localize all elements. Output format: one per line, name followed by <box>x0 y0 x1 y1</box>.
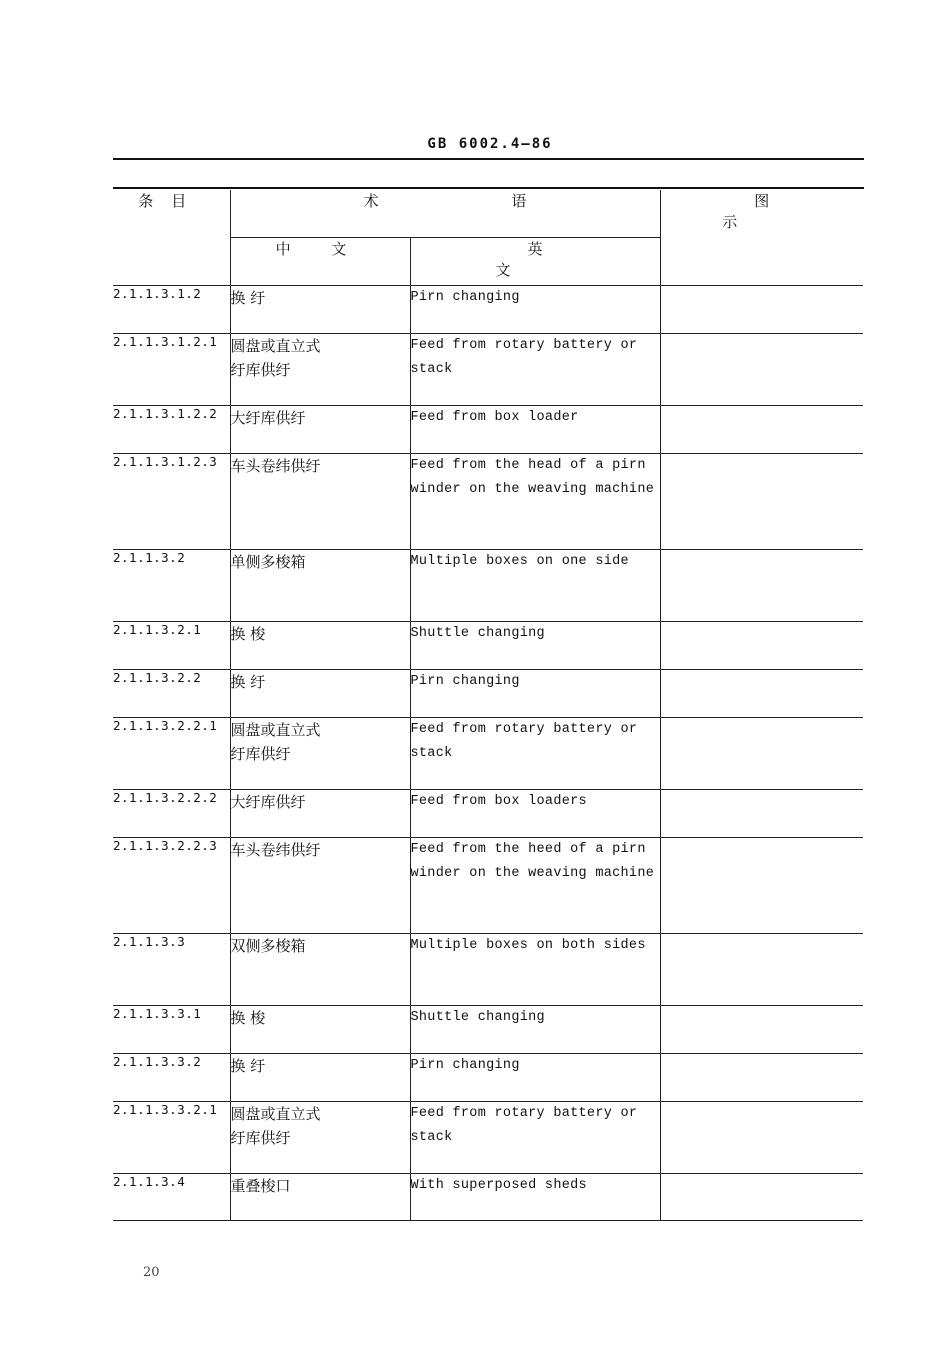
illustration-cell <box>660 334 863 406</box>
clause-number: 2.1.1.3.4 <box>113 1174 230 1221</box>
term-chinese-line: 圆盘或直立式 <box>230 337 321 355</box>
terms-table-body <box>113 286 863 1221</box>
header-rule <box>113 158 864 160</box>
table-row <box>113 790 863 838</box>
term-chinese-line: 双侧多梭箱 <box>230 937 306 955</box>
table-row <box>113 670 863 718</box>
table-row <box>113 1006 863 1054</box>
term-chinese-line: 大纡库供纡 <box>230 793 306 811</box>
term-chinese <box>230 622 410 670</box>
term-chinese <box>230 406 410 454</box>
term-english: Multiple boxes on both sides <box>410 934 660 1006</box>
term-chinese-line: 圆盘或直立式 <box>230 721 321 739</box>
term-english: Feed from rotary battery or stack <box>410 334 660 406</box>
term-chinese-line: 换 纡 <box>230 289 266 307</box>
illustration-cell <box>660 286 863 334</box>
clause-number: 2.1.1.3.2.2.2 <box>113 790 230 838</box>
illustration-cell <box>660 406 863 454</box>
illustration-cell <box>660 1054 863 1102</box>
header-term: 术 语 <box>230 190 660 238</box>
illustration-cell <box>660 838 863 934</box>
term-english: With superposed sheds <box>410 1174 660 1221</box>
term-chinese <box>230 1174 410 1221</box>
table-row <box>113 934 863 1006</box>
term-chinese <box>230 670 410 718</box>
term-chinese-line: 换 纡 <box>230 1057 266 1075</box>
term-chinese-line: 换 梭 <box>230 1009 266 1027</box>
clause-number: 2.1.1.3.2.2.1 <box>113 718 230 790</box>
illustration-cell <box>660 1006 863 1054</box>
clause-number: 2.1.1.3.1.2.3 <box>113 454 230 550</box>
term-chinese <box>230 838 410 934</box>
table-row <box>113 550 863 622</box>
standard-code: GB 6002.4—86 <box>427 136 553 152</box>
term-english: Pirn changing <box>410 286 660 334</box>
table-row <box>113 1054 863 1102</box>
term-english: Feed from rotary battery or stack <box>410 1102 660 1174</box>
table-row <box>113 838 863 934</box>
table-row <box>113 286 863 334</box>
header-illustration: 图 示 <box>660 190 863 286</box>
term-english: Multiple boxes on one side <box>410 550 660 622</box>
clause-number: 2.1.1.3.1.2.2 <box>113 406 230 454</box>
term-chinese-line: 单侧多梭箱 <box>230 553 306 571</box>
illustration-cell <box>660 1174 863 1221</box>
illustration-cell <box>660 718 863 790</box>
term-english: Feed from the heed of a pirn winder on the weaving machine <box>410 838 660 934</box>
illustration-cell <box>660 790 863 838</box>
term-english: Feed from rotary battery or stack <box>410 718 660 790</box>
illustration-cell <box>660 1102 863 1174</box>
term-english: Feed from box loader <box>410 406 660 454</box>
clause-number: 2.1.1.3.3.2 <box>113 1054 230 1102</box>
clause-number: 2.1.1.3.2.2.3 <box>113 838 230 934</box>
term-chinese-line: 纡库供纡 <box>230 745 291 763</box>
clause-number: 2.1.1.3.1.2.1 <box>113 334 230 406</box>
term-chinese-line: 圆盘或直立式 <box>230 1105 321 1123</box>
term-chinese <box>230 934 410 1006</box>
page-number: 20 <box>143 1265 160 1280</box>
table-row <box>113 406 863 454</box>
clause-number: 2.1.1.3.3.2.1 <box>113 1102 230 1174</box>
clause-number: 2.1.1.3.2 <box>113 550 230 622</box>
table-row <box>113 1174 863 1221</box>
table-row <box>113 454 863 550</box>
table-row <box>113 1102 863 1174</box>
term-chinese <box>230 454 410 550</box>
illustration-cell <box>660 622 863 670</box>
term-english: Pirn changing <box>410 1054 660 1102</box>
term-chinese <box>230 334 410 406</box>
term-english: Shuttle changing <box>410 1006 660 1054</box>
term-chinese-line: 大纡库供纡 <box>230 409 306 427</box>
term-chinese-line: 换 梭 <box>230 625 266 643</box>
table-row <box>113 622 863 670</box>
header-english: 英 文 <box>410 238 660 286</box>
table-top-rule <box>113 187 864 189</box>
clause-number: 2.1.1.3.2.2 <box>113 670 230 718</box>
term-chinese-line: 重叠梭口 <box>230 1177 291 1195</box>
illustration-cell <box>660 670 863 718</box>
clause-number: 2.1.1.3.2.1 <box>113 622 230 670</box>
term-english: Pirn changing <box>410 670 660 718</box>
clause-number: 2.1.1.3.1.2 <box>113 286 230 334</box>
illustration-cell <box>660 934 863 1006</box>
term-english: Shuttle changing <box>410 622 660 670</box>
term-chinese-line: 纡库供纡 <box>230 1129 291 1147</box>
clause-number: 2.1.1.3.3.1 <box>113 1006 230 1054</box>
terms-table <box>113 190 863 1221</box>
term-chinese-line: 换 纡 <box>230 673 266 691</box>
term-chinese <box>230 790 410 838</box>
term-chinese-line: 车头卷纬供纡 <box>230 457 321 475</box>
illustration-cell <box>660 550 863 622</box>
term-chinese <box>230 718 410 790</box>
term-chinese-line: 纡库供纡 <box>230 361 291 379</box>
term-chinese <box>230 1102 410 1174</box>
clause-number: 2.1.1.3.3 <box>113 934 230 1006</box>
header-clause: 条目 <box>113 190 230 286</box>
header-chinese: 中 文 <box>230 238 410 286</box>
term-chinese <box>230 1006 410 1054</box>
term-chinese <box>230 1054 410 1102</box>
illustration-cell <box>660 454 863 550</box>
term-chinese-line: 车头卷纬供纡 <box>230 841 321 859</box>
term-chinese <box>230 550 410 622</box>
term-english: Feed from box loaders <box>410 790 660 838</box>
term-chinese <box>230 286 410 334</box>
table-row <box>113 334 863 406</box>
term-english: Feed from the head of a pirn winder on the weaving machine <box>410 454 660 550</box>
table-row <box>113 718 863 790</box>
